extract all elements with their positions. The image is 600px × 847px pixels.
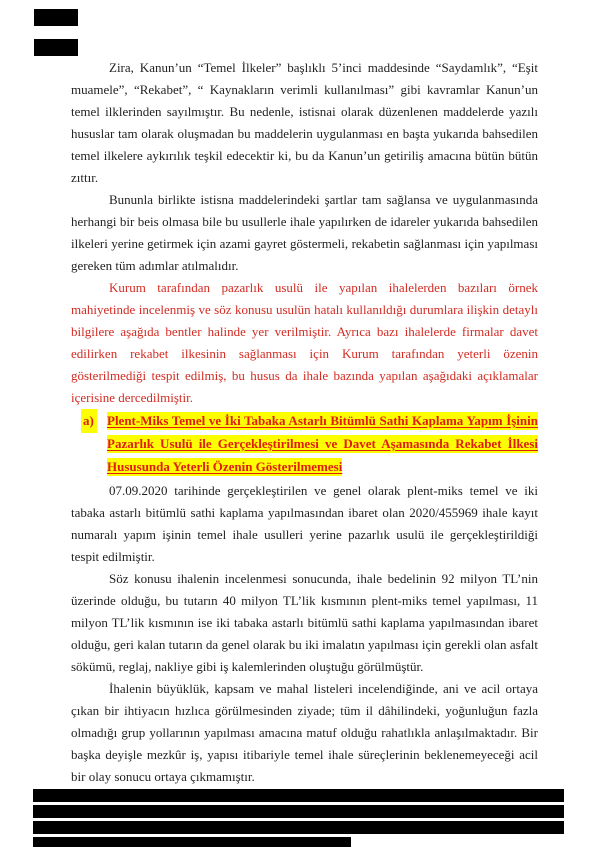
- section-heading-text: Plent-Miks Temel ve İki Tabaka Astarlı Bitümlü Sathi Kaplama Yapım İşinin Pazarlık Usulü ile Gerçekleştirilmesi ve Davet Aşamasında Rekabet İlkesi Hususunda Yeterli Özenin Gösterilmemesi: [107, 413, 538, 474]
- paragraph-ihale-kapsam: İhalenin büyüklük, kapsam ve mahal listeleri incelendiğinde, ani ve acil ortaya çıkan bir ihtiyacın hızlıca görülmesinden ziyade; tüm il dâhilindeki, yoğunluğun fazla olmadığı grup yollarının yapılması amacına matuf olduğu rahatlıkla anlaşılmaktadır. Bir başka deyişle mezkûr iş, yapısı itibariyle temel ihale süreçlerinin beklenemeyeceği acil bir olay sonucu ortaya çıkmamıştır.: [71, 681, 538, 784]
- paragraph-bununla-birlikte: Bununla birlikte istisna maddelerindeki şartlar tam sağlansa ve uygulanmasında herhangi bir beis olmasa bile bu usullerle ihale yapılırken de idareler yukarıda bahsedilen ilkeleri yerine getirmek için azami gayret göstermeli, rekabetin sağlanması için yapılması gereken tüm adımlar atılmalıdır.: [71, 192, 538, 273]
- paragraph-ihale-bedeli: Söz konusu ihalenin incelenmesi sonucunda, ihale bedelinin 92 milyon TL’nin üzerinde olduğu, bu tutarın 40 milyon TL’lik kısmının plent-miks temel yapılması, 11 milyon TL’lik kısmının ise iki tabaka astarlı bitümlü sathi kaplama yapılmasından ibaret olduğu, geri kalan tutarın da genel olarak bu iki imalatın yapılması için gerekli olan asfalt sökümü, reglaj, nakliye gibi iş kalemlerinden oluştuğu görülmüştür.: [71, 571, 538, 674]
- list-marker-a: a): [81, 409, 97, 433]
- redacted-bar: [34, 9, 78, 26]
- redacted-bar: [34, 39, 78, 56]
- paragraph-red-emphasis: Kurum tarafından pazarlık usulü ile yapılan ihalelerden bazıları örnek mahiyetinde incelenmiş ve söz konusu usulün hatalı kullanıldığı durumlara ilişkin detaylı bilgilere aşağıda bentler halinde yer verilmiştir. Ayrıca bazı ihalelerde firmalar davet edilirken rekabet ilkesinin sağlanması için Kurum tarafından yeterli özenin gösterilmediği tespit edilmiş, bu husus da ihale bazında yapılan aşağıdaki açıklamalar içerisine dercedilmiştir.: [71, 280, 538, 405]
- redacted-bar: [33, 789, 564, 802]
- redacted-bar: [33, 805, 564, 818]
- paragraph-ihale-tarih: 07.09.2020 tarihinde gerçekleştirilen ve genel olarak plent-miks temel ve iki tabaka astarlı bitümlü sathi kaplama yapılmasından ibaret olan 2020/455969 ihale kayıt numaralı yapım işinin temel ihale usulleri yerine pazarlık usulü ile gerçekleştirildiği tespit edilmiştir.: [71, 483, 538, 564]
- section-heading-a: [83, 409, 538, 478]
- redacted-bar: [33, 821, 564, 834]
- paragraph-zira-kanun: Zira, Kanun’un “Temel İlkeler” başlıklı 5’inci maddesinde “Saydamlık”, “Eşit muamele”, “Rekabet”, “ Kaynakların verimli kullanılması” gibi kavramlar Kanun’un temel ilklerinden sayılmıştır. Bu nedenle, istisnai olarak düzenlenen maddelerde yazılı hususlar tam olarak oluşmadan bu maddelerin uygulanması en başta yukarıda bahsedilen temel ilkelere aykırılık teşkil edecektir ki, bu da Kanun’un getiriliş amacına bütün bütün zıttır.: [71, 60, 538, 185]
- document-body: [71, 57, 538, 788]
- redacted-bar: [33, 837, 351, 847]
